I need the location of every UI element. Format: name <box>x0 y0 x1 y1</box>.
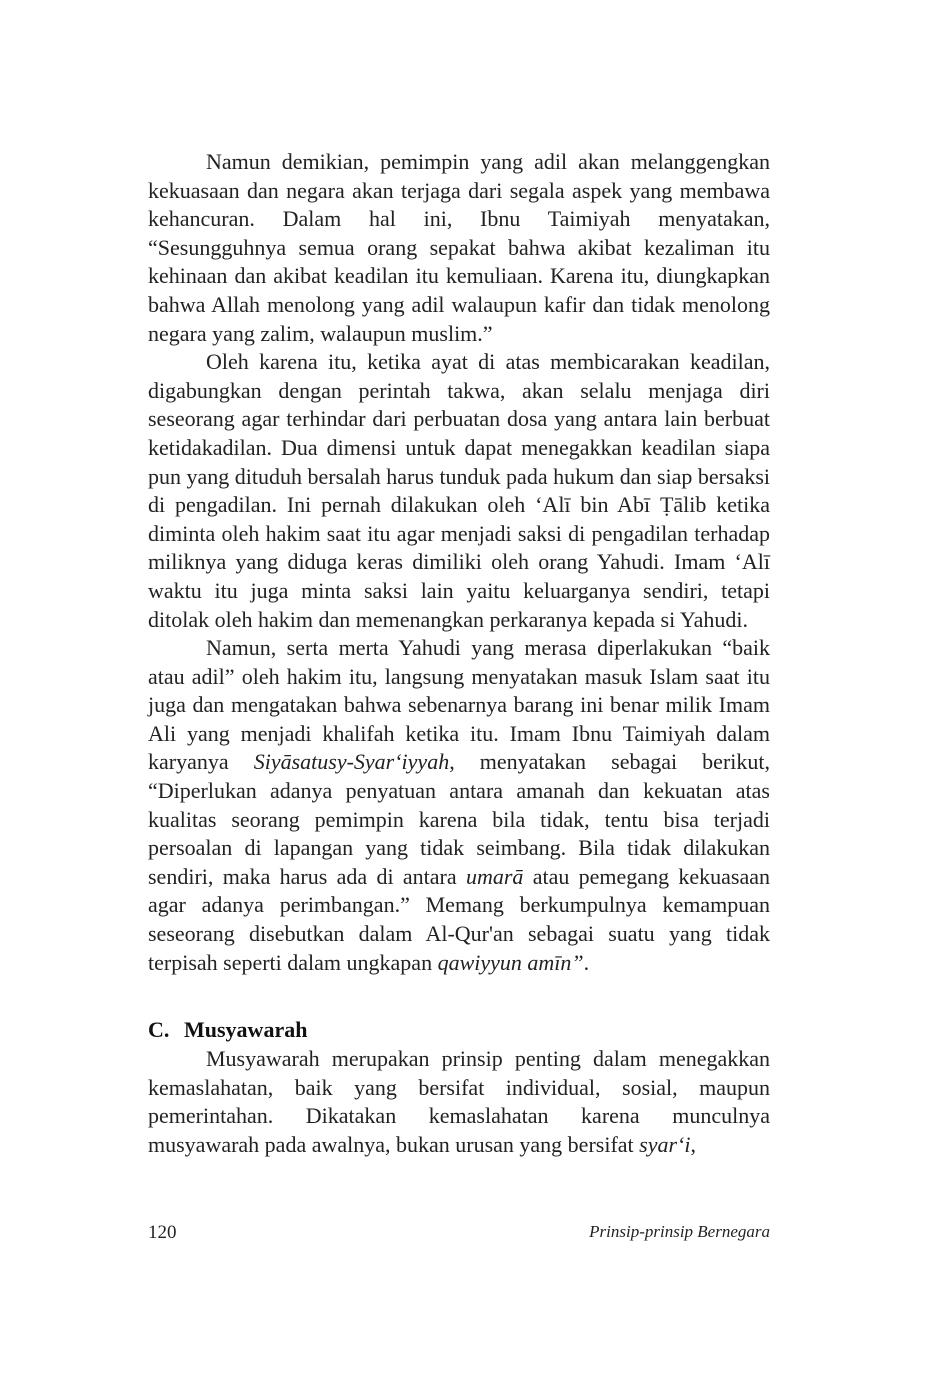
page-footer <box>148 1222 770 1252</box>
paragraph-3-text-a: Namun, serta merta Yahudi yang merasa diperlakukan “baik atau adil” oleh hakim itu, langsung menyatakan masuk Islam saat itu juga dan mengatakan bahwa sebenarnya barang ini benar milik Imam Ali yang menjadi khalifah ketika itu. Imam Ibnu Taimiyah dalam karyanya <box>148 635 770 775</box>
paragraph-3-text-e: atau pemegang kekuasaan agar adanya perimbangan.” Memang berkumpulnya kemampuan seseorang disebutkan dalam Al-Qur'an sebagai suatu yang tidak terpisah seperti dalam ungkapan <box>148 863 771 975</box>
running-head: Prinsip-prinsip Bernegara <box>589 1222 770 1241</box>
page-number: 120 <box>148 1222 177 1243</box>
paragraph-1: Namun demikian, pemimpin yang adil akan melanggengkan kekuasaan dan negara akan terjaga dari segala aspek yang membawa kehancuran. Dalam hal ini, Ibnu Taimiyah menyatakan, “Sesungguhnya semua orang sepakat bahwa akibat kezaliman itu kehinaan dan akibat keadilan itu kemuliaan. Karena itu, diungkapkan bahwa Allah menolong yang adil walaupun kafir dan tidak menolong negara yang zalim, walaupun muslim.” <box>148 149 770 346</box>
paragraph-2: Oleh karena itu, ketika ayat di atas membicarakan keadilan, digabungkan dengan perintah takwa, akan selalu menjaga diri seseorang agar terhindar dari perbuatan dosa yang antara lain berbuat ketidakadilan. Dua dimensi untuk dapat menegakkan keadilan siapa pun yang dituduh bersalah harus tunduk pada hukum dan siap bersaksi di pengadilan. Ini pernah dilakukan oleh ‘Alī bin Abī Ṭālib ketika diminta oleh hakim saat itu agar menjadi saksi di pengadilan terhadap miliknya yang diduga keras dimiliki oleh orang Yahudi. Imam ‘Alī waktu itu juga minta saksi lain yaitu keluarganya sendiri, tetapi ditolak oleh hakim dan memenangkan perkaranya kepada si Yahudi. <box>148 349 770 632</box>
term-qawiyyun-amin-italic: qawiyyun amīn” <box>437 949 584 975</box>
term-umara-italic: umarā <box>465 863 524 889</box>
paragraph-4-text-a: Musyawarah merupakan prinsip penting dalam menegakkan kemaslahatan, baik yang bersifat individual, sosial, maupun pemerintahan. Dikatakan kemaslahatan karena munculnya musyawarah pada awalnya, bukan urusan yang bersifat <box>148 1046 770 1157</box>
section-number: C. <box>148 1017 170 1043</box>
paragraph-3-text-c: , menyatakan sebagai berikut, “Diperlukan adanya penyatuan antara amanah dan kekuatan atas kualitas seorang pemimpin karena bila tidak, tentu bisa terjadi persoalan di lapangan yang tidak seimbang. Bila tidak dilakukan sendiri, maka harus ada di antara <box>148 749 770 889</box>
paragraph-4 <box>148 1045 770 1159</box>
paragraph-3 <box>148 634 770 977</box>
term-syari-italic: syar‘i <box>639 1132 691 1157</box>
body-text <box>148 148 770 1160</box>
paragraph-3-text-g: . <box>583 949 590 975</box>
book-title-italic: Siyāsatusy-Syar‘iyyah <box>253 749 450 775</box>
section-heading <box>148 1015 770 1045</box>
paragraph-4-text-c: , <box>690 1132 696 1157</box>
section-title: Musyawarah <box>184 1017 308 1043</box>
